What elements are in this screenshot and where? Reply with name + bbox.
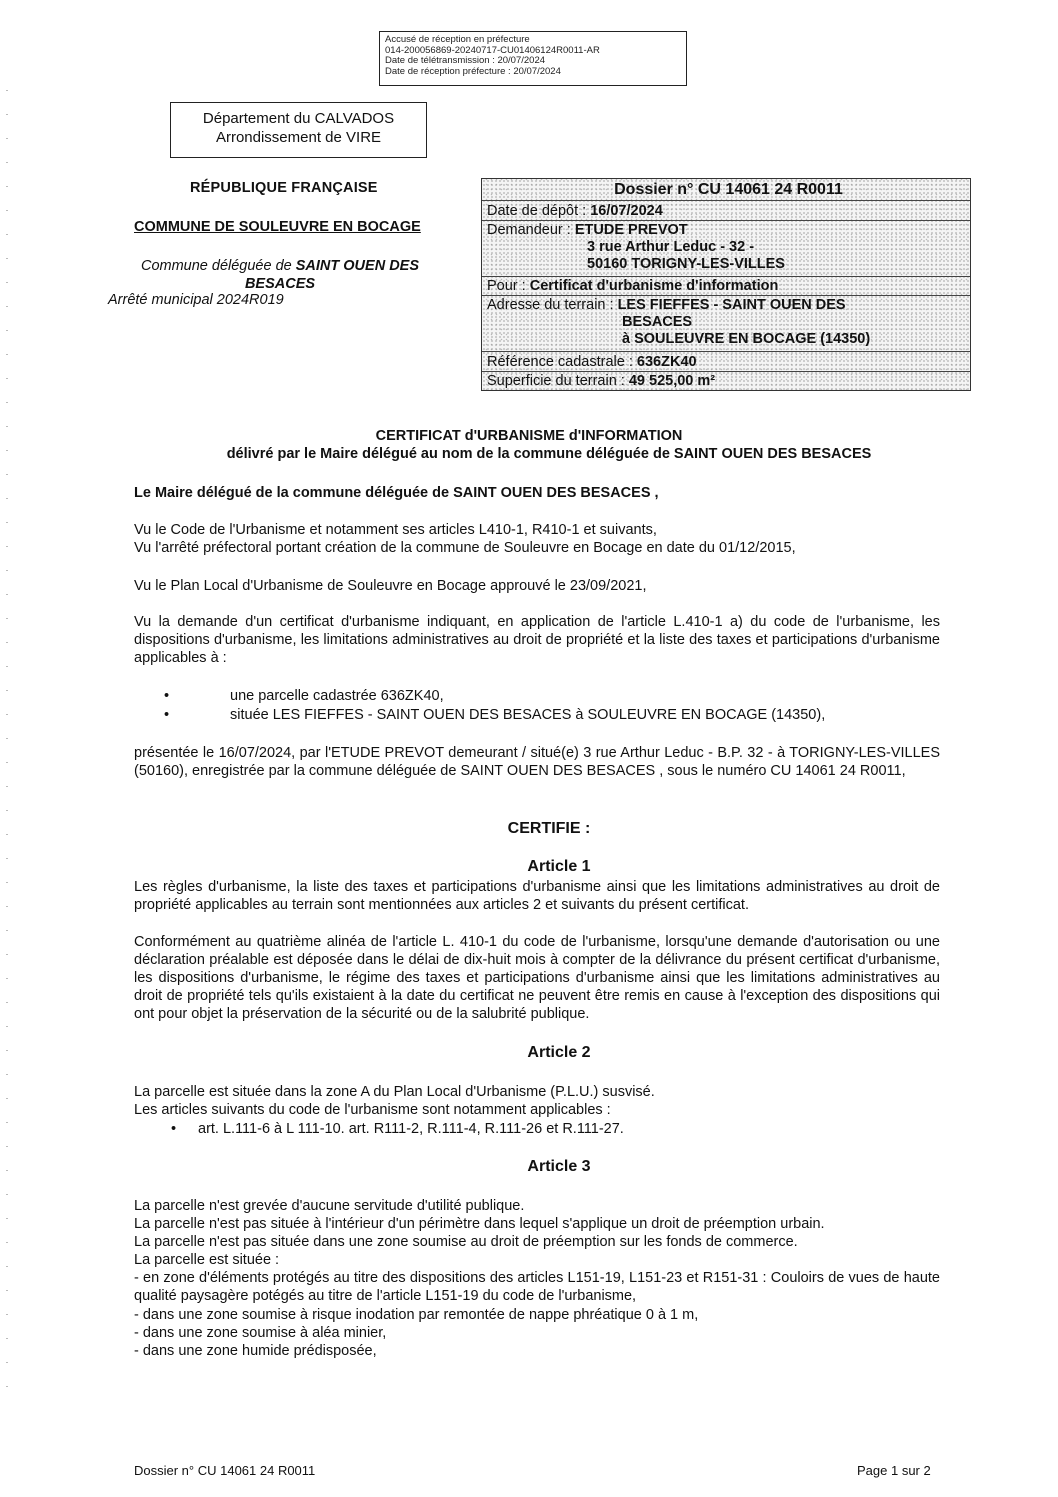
bullet-situee: située LES FIEFFES - SAINT OUEN DES BESACES à SOULEUVRE EN BOCAGE (14350),: [230, 707, 826, 723]
vu-arrete-prefectoral: Vu l'arrêté préfectoral portant création de la commune de Souleuvre en Bocage en date du 01/12/2015,: [134, 540, 796, 556]
depot-value: 16/07/2024: [590, 203, 663, 219]
arrondissement-name: VIRE: [346, 129, 382, 146]
article-1-paragraph-1: Les règles d'urbanisme, la liste des taxes et participations d'urbanisme ainsi que les limitations administratives au droit de propriété applicables au terrain sont mentionnées aux articles 2 et suivants du présent certificat.: [134, 879, 940, 913]
depot-label: Date de dépôt :: [487, 203, 591, 219]
dossier-box: [481, 178, 971, 391]
department-name: CALVADOS: [314, 110, 395, 127]
pour-value: Certificat d'urbanisme d'information: [529, 278, 779, 294]
adresse-value-3: à SOULEUVRE EN BOCAGE (14350): [622, 331, 871, 347]
article-2-line-2: Les articles suivants du code de l'urbanisme sont notamment applicables :: [134, 1102, 611, 1118]
certifie-heading: CERTIFIE :: [507, 820, 591, 837]
vu-code-urbanisme: Vu le Code de l'Urbanisme et notamment ses articles L410-1, R410-1 et suivants,: [134, 522, 657, 538]
republique-heading: RÉPUBLIQUE FRANÇAISE: [190, 180, 378, 196]
dossier-depot-row: [482, 201, 970, 221]
demandeur-name: ETUDE PREVOT: [574, 222, 688, 238]
superficie-label: Superficie du terrain :: [487, 373, 629, 389]
certificate-title: CERTIFICAT d'URBANISME d'INFORMATION: [375, 428, 683, 444]
certificate-subtitle: délivré par le Maire délégué au nom de la commune déléguée de SAINT OUEN DES BESACES: [226, 446, 872, 462]
deleguee-prefix: Commune déléguée de: [140, 258, 296, 274]
arrete-municipal: Arrêté municipal 2024R019: [108, 292, 284, 308]
stamp-line-4: Date de réception préfecture : 20/07/2024: [385, 65, 561, 77]
article-2-title: Article 2: [527, 1044, 591, 1061]
article-2-bullet: art. L.111-6 à L 111-10. art. R111-2, R.111-4, R.111-26 et R.111-27.: [198, 1121, 624, 1137]
stamp-line-3: Date de télétransmission : 20/07/2024: [385, 55, 546, 66]
dossier-superficie-row: [482, 372, 970, 391]
prefecture-reception-stamp: [379, 31, 687, 86]
demandeur-address-1: 3 rue Arthur Leduc - 32 -: [587, 239, 755, 255]
department-prefix: Département du: [202, 110, 315, 127]
commune-heading: COMMUNE DE SOULEUVRE EN BOCAGE: [134, 219, 421, 235]
reference-label: Référence cadastrale :: [487, 354, 637, 370]
article-3-line-8: - dans une zone humide prédisposée,: [134, 1343, 377, 1359]
footer-dossier-number: Dossier n° CU 14061 24 R0011: [134, 1463, 316, 1478]
reference-value: 636ZK40: [636, 354, 697, 370]
scan-margin-dots: [6, 90, 8, 1390]
article-3-line-5: - en zone d'éléments protégés au titre des dispositions des articles L151-19, L151-23 et R151-31 : Couloirs de vues de haute qualité paysagère potégés au titre de l'article L151-19 du code de l'urbanisme,: [134, 1270, 940, 1304]
article-3-title: Article 3: [527, 1158, 591, 1175]
deleguee-name: SAINT OUEN DES BESACES: [244, 258, 420, 292]
article-1-title: Article 1: [527, 858, 591, 875]
adresse-value-1: LES FIEFFES - SAINT OUEN DES: [617, 297, 846, 313]
dossier-demandeur-row: [482, 221, 970, 277]
stamp-line-1: Accusé de réception en préfecture: [385, 34, 530, 45]
stamp-line-2: 014-200056869-20240717-CU01406124R0011-AR: [385, 44, 600, 56]
dossier-adresse-row: [482, 296, 970, 352]
article-3-line-4: La parcelle est située :: [134, 1252, 280, 1268]
vu-demande: Vu la demande d'un certificat d'urbanisme indiquant, en application de l'article L.410-1 a) du code de l'urbanisme, les dispositions d'urbanisme, les limitations administratives au droit de propriété et la liste des taxes et participations d'urbanisme applicables à :: [134, 614, 940, 666]
bullet-marker: •: [164, 688, 170, 704]
adresse-value-2: BESACES: [622, 314, 693, 330]
dossier-title: Dossier n° CU 14061 24 R0011: [482, 179, 970, 201]
bullet-parcelle: une parcelle cadastrée 636ZK40,: [230, 688, 444, 704]
demandeur-address-2: 50160 TORIGNY-LES-VILLES: [587, 256, 785, 272]
vu-plu: Vu le Plan Local d'Urbanisme de Souleuvre en Bocage approuvé le 23/09/2021,: [134, 578, 647, 594]
footer-page-number: Page 1 sur 2: [857, 1463, 931, 1478]
article-3-line-1: La parcelle n'est grevée d'aucune servitude d'utilité publique.: [134, 1198, 525, 1214]
article-3-line-2: La parcelle n'est pas située à l'intérieur d'un périmètre dans lequel s'applique un droit de préemption urbain.: [134, 1216, 825, 1232]
article-3-line-7: - dans une zone soumise à aléa minier,: [134, 1325, 387, 1341]
pour-label: Pour :: [487, 278, 530, 294]
department-line: [171, 109, 426, 128]
demandeur-label: Demandeur :: [487, 222, 575, 238]
presentee-paragraph: présentée le 16/07/2024, par l'ETUDE PREVOT demeurant / situé(e) 3 rue Arthur Leduc - B.P. 32 - à TORIGNY-LES-VILLES (50160), enregistrée par la commune déléguée de SAINT OUEN DES BESACES , sous le numéro CU 14061 24 R0011,: [134, 745, 940, 779]
adresse-label: Adresse du terrain :: [487, 297, 618, 313]
article-1-paragraph-2: Conformément au quatrième alinéa de l'article L. 410-1 du code de l'urbanisme, lorsqu'une demande d'autorisation ou une déclaration préalable est déposée dans le délai de dix-huit mois à compter de la délivrance du présent certificat d'urbanisme, les dispositions d'urbanisme, le régime des taxes et participations d'urbanisme ainsi que les limitations administratives au droit de propriété tels qu'ils existaient à la date du certificat ne peuvent être remis en cause à l'exception des dispositions qui ont pour objet la préservation de la sécurité ou de la salubrité publique.: [134, 934, 940, 1022]
arrondissement-line: [171, 128, 426, 147]
bullet-marker: •: [164, 707, 170, 723]
arrondissement-prefix: Arrondissement de: [215, 129, 347, 146]
superficie-value: 49 525,00 m²: [628, 373, 716, 389]
dossier-pour-row: [482, 277, 970, 296]
article-3-line-6: - dans une zone soumise à risque inodation par remontée de nappe phréatique 0 à 1 m,: [134, 1307, 699, 1323]
article-2-line-1: La parcelle est située dans la zone A du Plan Local d'Urbanisme (P.L.U.) susvisé.: [134, 1084, 655, 1100]
article-3-line-3: La parcelle n'est pas située dans une zone soumise au droit de préemption sur les fonds de commerce.: [134, 1234, 798, 1250]
dossier-reference-row: [482, 352, 970, 372]
maire-statement: Le Maire délégué de la commune déléguée de SAINT OUEN DES BESACES ,: [134, 485, 659, 501]
bullet-marker: •: [171, 1121, 177, 1137]
commune-deleguee: [110, 257, 450, 293]
department-box: [170, 102, 427, 158]
